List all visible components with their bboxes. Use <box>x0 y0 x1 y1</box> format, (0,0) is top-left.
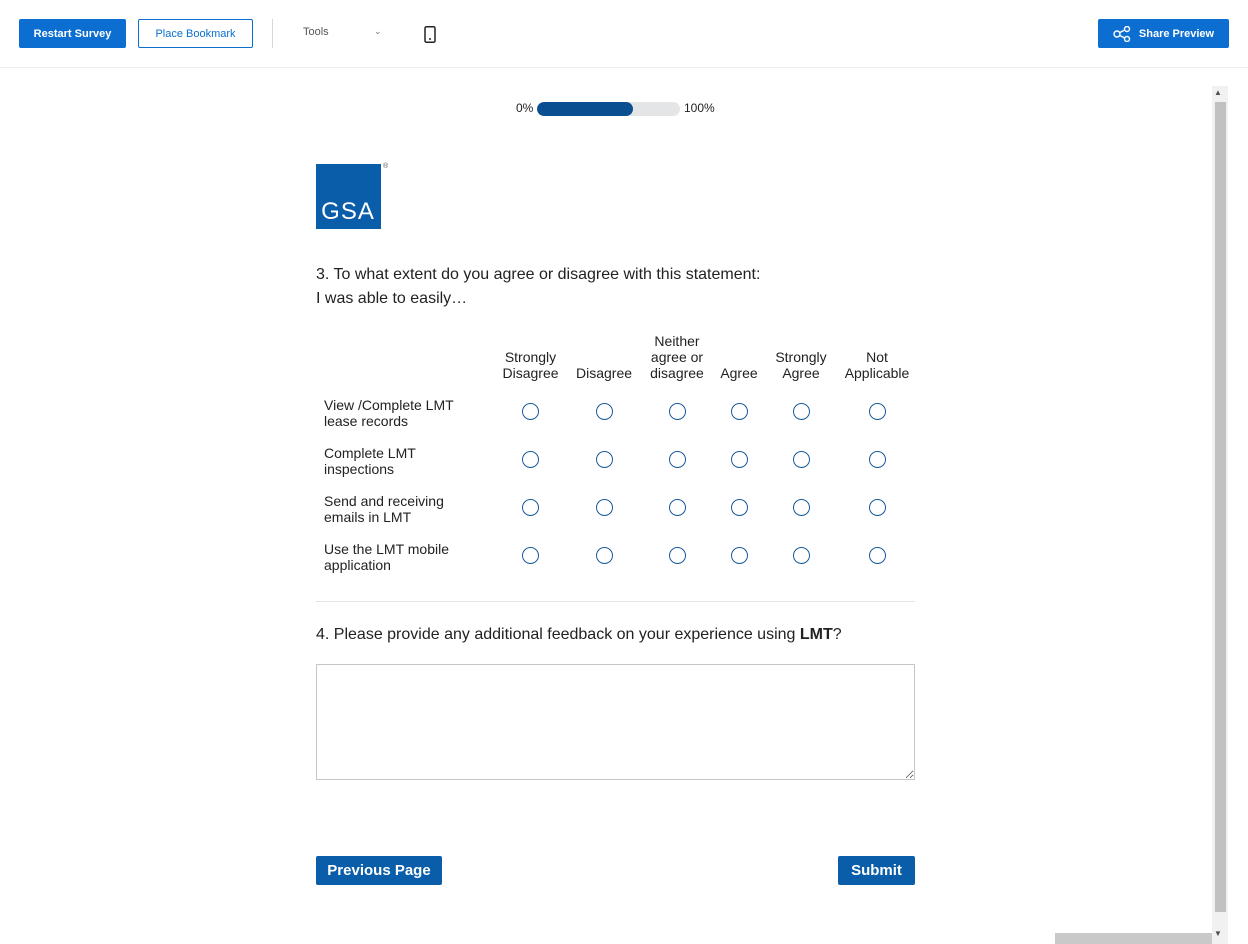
matrix-cell <box>567 437 641 485</box>
row-label-line: Complete LMT <box>324 445 416 461</box>
matrix-cell <box>494 485 567 533</box>
matrix-cell <box>837 533 917 581</box>
matrix-column-header <box>567 333 641 389</box>
likert-radio[interactable] <box>731 499 748 516</box>
matrix-column-header <box>641 333 713 389</box>
matrix-row-label <box>316 389 494 437</box>
matrix-cell <box>765 437 837 485</box>
question-4-title-suffix: ? <box>832 626 842 643</box>
likert-radio[interactable] <box>793 451 810 468</box>
scroll-down-arrow-icon[interactable]: ▼ <box>1214 929 1222 938</box>
logo-text: GSA <box>321 198 375 225</box>
matrix-column-header <box>837 333 917 389</box>
matrix-cell <box>713 485 765 533</box>
matrix-row <box>316 437 917 485</box>
matrix-row <box>316 485 917 533</box>
matrix-row-label <box>316 485 494 533</box>
column-header-line: Not <box>866 349 888 365</box>
question-3-title: 3. To what extent do you agree or disagree with this statement: <box>316 266 761 283</box>
matrix-cell <box>765 533 837 581</box>
matrix-cell <box>713 437 765 485</box>
column-header-line: Strongly <box>775 349 827 365</box>
row-label-line: inspections <box>324 461 395 477</box>
matrix-row-label <box>316 533 494 581</box>
mobile-view-icon[interactable] <box>424 26 436 43</box>
row-label-line: Send and receiving <box>324 493 444 509</box>
matrix-cell <box>567 389 641 437</box>
feedback-textarea[interactable] <box>316 664 915 780</box>
likert-radio[interactable] <box>731 403 748 420</box>
column-header-line: disagree <box>650 365 704 381</box>
likert-radio[interactable] <box>869 403 886 420</box>
share-preview-label: Share Preview <box>1138 27 1215 40</box>
matrix-cell <box>837 389 917 437</box>
matrix-column-header <box>713 333 765 389</box>
likert-radio[interactable] <box>596 499 613 516</box>
registered-mark: ® <box>383 163 389 170</box>
matrix-cell <box>713 533 765 581</box>
question-4-title-text: 4. Please provide any additional feedback on your experience using <box>316 626 800 643</box>
matrix-cell <box>837 437 917 485</box>
matrix-cell <box>837 485 917 533</box>
likert-radio[interactable] <box>669 499 686 516</box>
matrix-cell <box>765 485 837 533</box>
horizontal-scrollbar-thumb[interactable] <box>1055 933 1212 944</box>
progress-bar <box>537 102 680 116</box>
matrix-cell <box>641 437 713 485</box>
question-3-subtitle: I was able to easily… <box>316 290 468 307</box>
progress-bar-fill <box>537 102 633 116</box>
matrix-row <box>316 533 917 581</box>
likert-radio[interactable] <box>669 403 686 420</box>
row-label-line: application <box>324 557 391 573</box>
question-3 <box>316 263 760 311</box>
matrix-cell <box>567 533 641 581</box>
likert-matrix <box>316 333 917 581</box>
question-4-title <box>316 623 842 647</box>
column-header-line: agree or <box>650 349 704 365</box>
likert-radio[interactable] <box>596 403 613 420</box>
gsa-logo <box>316 164 381 229</box>
matrix-row-label <box>316 437 494 485</box>
progress-start-label: 0% <box>516 101 534 115</box>
likert-radio[interactable] <box>596 547 613 564</box>
column-header-line: Strongly <box>504 349 557 365</box>
toolbar-divider <box>272 19 273 48</box>
likert-radio[interactable] <box>669 547 686 564</box>
likert-radio[interactable] <box>596 451 613 468</box>
matrix-cell <box>494 533 567 581</box>
restart-survey-button[interactable]: Restart Survey <box>19 19 126 48</box>
likert-radio[interactable] <box>869 451 886 468</box>
previous-page-button[interactable]: Previous Page <box>316 856 442 885</box>
chevron-down-icon: ⌄ <box>374 26 382 36</box>
likert-radio[interactable] <box>522 547 539 564</box>
row-label-line: View /Complete LMT <box>324 397 454 413</box>
place-bookmark-button[interactable]: Place Bookmark <box>138 19 253 48</box>
likert-radio[interactable] <box>793 499 810 516</box>
scrollbar-thumb[interactable] <box>1215 102 1226 912</box>
column-header-line: Disagree <box>575 365 633 381</box>
scroll-up-arrow-icon[interactable]: ▲ <box>1214 88 1222 97</box>
matrix-header-row <box>316 333 917 389</box>
matrix-cell <box>641 485 713 533</box>
matrix-column-header <box>494 333 567 389</box>
matrix-cell <box>494 437 567 485</box>
submit-button[interactable]: Submit <box>838 856 915 885</box>
row-label-line: emails in LMT <box>324 509 412 525</box>
share-preview-button[interactable] <box>1098 19 1229 48</box>
column-header-line: Agree <box>782 365 820 381</box>
likert-radio[interactable] <box>793 403 810 420</box>
progress-end-label: 100% <box>684 101 715 115</box>
likert-radio[interactable] <box>522 451 539 468</box>
likert-radio[interactable] <box>869 547 886 564</box>
column-header-line: Disagree <box>502 365 559 381</box>
column-header-line: Applicable <box>844 365 910 381</box>
likert-radio[interactable] <box>669 451 686 468</box>
matrix-cell <box>494 389 567 437</box>
matrix-cell <box>567 485 641 533</box>
likert-radio[interactable] <box>869 499 886 516</box>
matrix-cell <box>713 389 765 437</box>
question-separator <box>316 601 915 602</box>
matrix-cell <box>641 389 713 437</box>
likert-radio[interactable] <box>731 547 748 564</box>
gsa-logo-icon <box>316 164 381 229</box>
matrix-column-header <box>765 333 837 389</box>
row-label-line: lease records <box>324 413 409 429</box>
matrix-corner <box>316 333 494 389</box>
likert-radio[interactable] <box>522 499 539 516</box>
matrix-cell <box>641 533 713 581</box>
share-icon <box>1113 26 1131 42</box>
question-4-title-bold: LMT <box>799 626 833 643</box>
matrix-cell <box>765 389 837 437</box>
preview-toolbar <box>0 0 1248 68</box>
row-label-line: Use the LMT mobile <box>324 541 450 557</box>
likert-radio[interactable] <box>793 547 810 564</box>
tools-label: Tools <box>303 26 329 38</box>
likert-radio[interactable] <box>522 403 539 420</box>
column-header-line: Agree <box>720 365 758 381</box>
matrix-row <box>316 389 917 437</box>
column-header-line: Neither <box>654 333 700 349</box>
likert-radio[interactable] <box>731 451 748 468</box>
